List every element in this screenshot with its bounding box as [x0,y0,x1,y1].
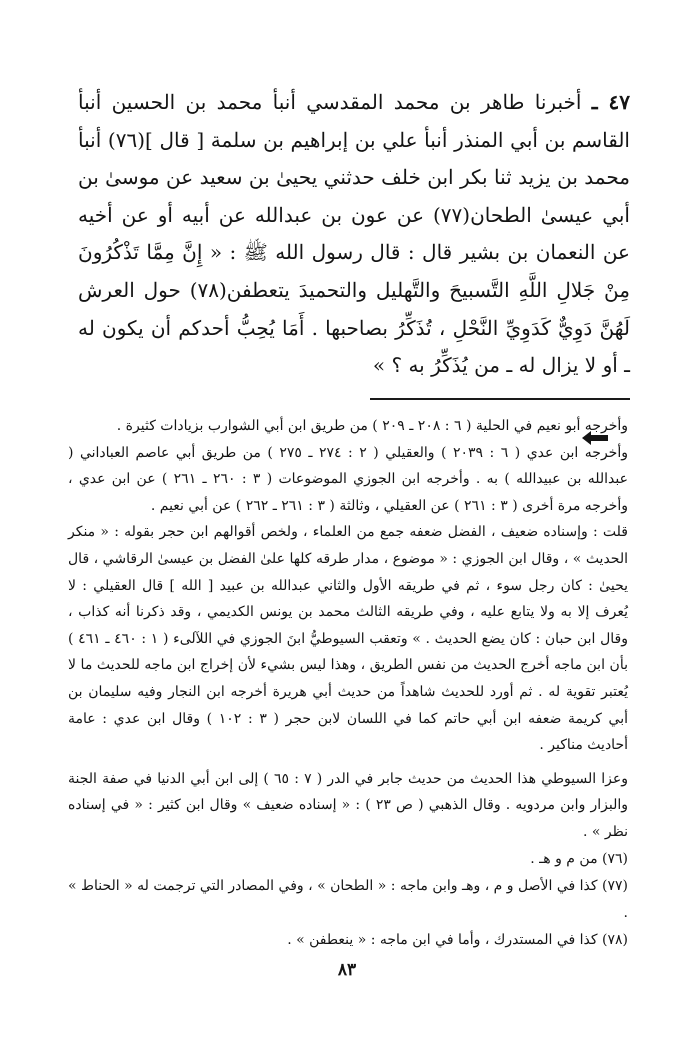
footnote-separator [370,398,630,400]
takhrij-paragraph: قلت : وإسناده ضعيف ، الفضل ضعفه جمع من العلماء ، ولخص أقوالهم ابن حجر بقوله : « منكر الحديث » ، وقال ابن الجوزي : « موضوع ، مدار طرقه كلها علىٰ الفضل بن عيسىٰ الرقاشي ، قال يحيىٰ : كان رجل سوء ، ثم في طريقه الأول والثاني عبدالله بن عبيد [ الله ] قال العقيلي : لا يُعرف إلا به ولا يتابع عليه ، وفي طريقه الثالث محمد بن يونس الكديمي ، وقد ذكرنا أنه كذاب ، وقال ابن حبان : كان يضع الحديث . » وتعقب السيوطيُّ ابنَ الجوزي في اللآلىء ( ١ : ٤٦٠ ـ ٤٦١ ) بأن ابن ماجه أخرج الحديث من نفس الطريق ، وهذا ليس بشيء لأن إخراج ابن ماجه للحديث ما لا يُعتبر تقوية له . ثم أورد للحديث شاهداً من حديث أبي هريرة أخرجه ابن النجار وفيه سليمان بن أبي كريمة ضعفه ابن أبي حاتم كما في اللسان لابن حجر ( ٣ : ١٠٢ ) وقال ابن عدي : عامة أحاديث مناكير . [68,524,628,754]
takhrij-paragraph: وأخرجه ابن عدي ( ٦ : ٢٠٣٩ ) والعقيلي ( ٢ : ٢٧٤ ـ ٢٧٥ ) من طريق أبي عاصم العباداني ( عبدالله بن عبيدالله ) به . وأخرجه ابن الجوزي الموضوعات ( ٣ : ٢٦٠ ـ ٢٦١ ) عن ابن عدي ، وأخرجه مرة أخرى ( ٣ : ٢٦١ ) عن العقيلي ، وثالثة ( ٣ : ٢٦١ ـ ٢٦٢ ) عن أبي نعيم . [68,444,628,514]
notes-section [68,413,628,954]
footnote: (٧٦) من م و هـ . [530,850,628,867]
takhrij-paragraph: وأخرجه أبو نعيم في الحلية ( ٦ : ٢٠٨ ـ ٢٠٩ ) من طريق ابن أبي الشوارب بزيادات كثيرة . [116,418,628,434]
footnote: (٧٨) كذا في المستدرك ، وأما في ابن ماجه : « ينعطفن » . [287,931,628,948]
footnote: (٧٧) كذا في الأصل و م ، وهـ وابن ماجه : « الطحان » ، وفي المصادر التي ترجمت له « الحناط » . [68,877,628,921]
hadith-text: أخبرنا طاهر بن محمد المقدسي أنبأ محمد بن الحسين أنبأ القاسم بن أبي المنذر أنبأ علي بن إبراهيم بن سلمة [ قال ](٧٦) أنبأ محمد بن يزيد ثنا بكر ابن خلف حدثني يحيىٰ بن سعيد عن موسىٰ بن أبي عيسىٰ الطحان(٧٧) عن عون بن عبدالله عن أبيه أو عن أخيه عن النعمان بن بشير قال : قال رسول الله ﷺ : « إِنَّ مِمَّا تَذْكُرُونَ مِنْ جَلالِ اللَّهِ التَّسبيحَ والتَّهليل والتحميدَ يتعطفن(٧٨) حول العرش لَهُنَّ دَوِيٌّ كَدَوِيِّ النَّحْلِ ، تُذَكِّرُ بصاحبها . أَمَا يُحِبُّ أحدكم أن يكون له ـ أو لا يزال له ـ من يُذَكِّرُ به ؟ » [78,90,630,378]
hadith-number: ٤٧ ـ [591,90,630,114]
page-number: ٨٣ [337,960,357,980]
hadith-paragraph [78,84,630,385]
takhrij-paragraph: وعزا السيوطي هذا الحديث من حديث جابر في الدر ( ٧ : ٦٥ ) إلى ابن أبي الدنيا في صفة الجنة والبزار وابن مردويه . وقال الذهبي ( ص ٢٣ ) : « إسناده ضعيف » وقال ابن كثير : « في إسناده نظر » . [68,770,628,840]
